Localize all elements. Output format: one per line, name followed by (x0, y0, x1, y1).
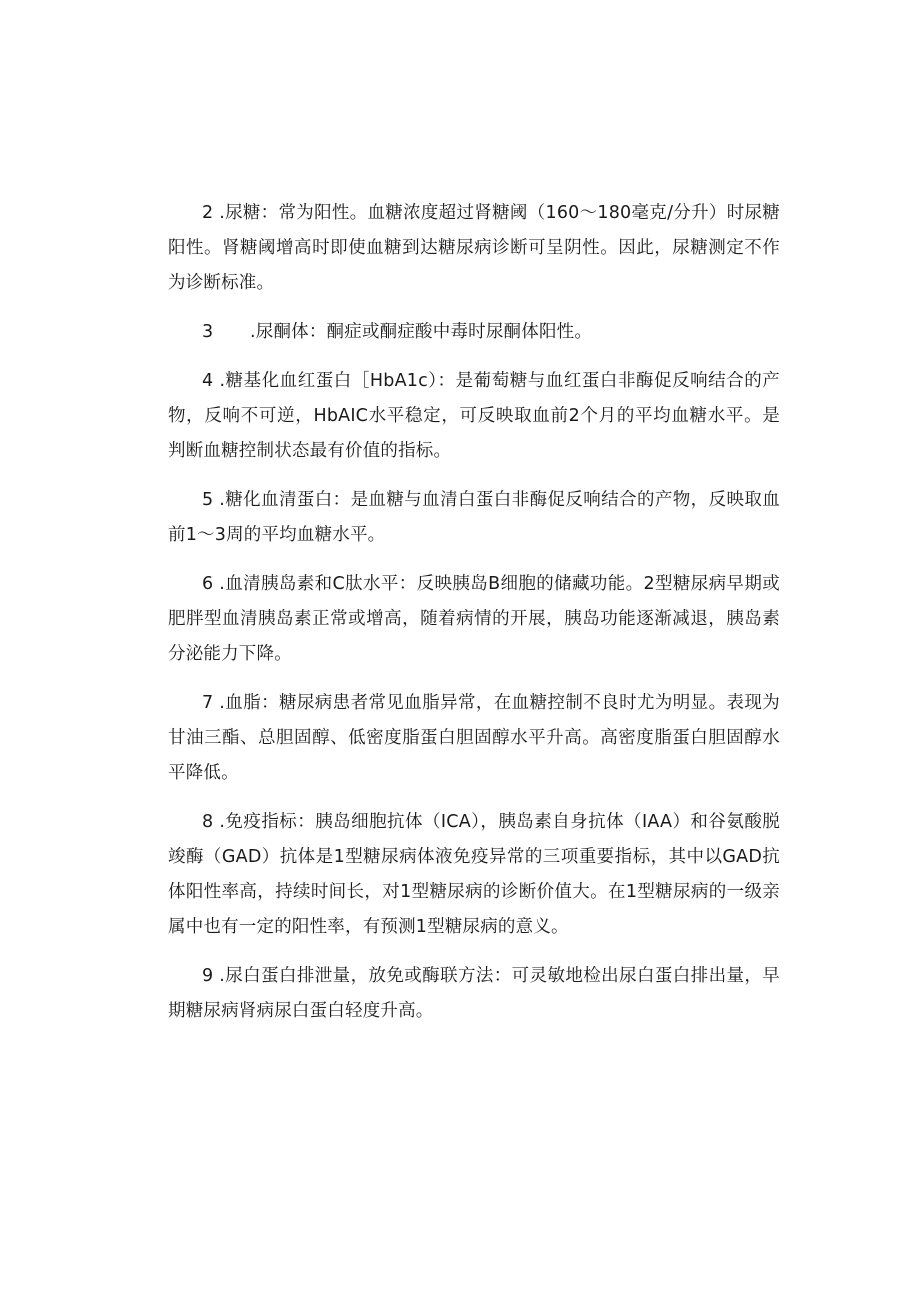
paragraph-urine-glucose (168, 196, 780, 301)
item-number: 2 (202, 203, 214, 223)
item-number: 9 (202, 966, 214, 986)
paragraph-text: .糖化血清蛋白：是血糖与血清白蛋白非酶促反响结合的产物，反映取血前1〜3周的平均血糖水平。 (168, 490, 780, 545)
item-number: 4 (202, 371, 214, 391)
item-number: 8 (202, 812, 214, 832)
paragraph-text: .尿白蛋白排泄量，放免或酶联方法：可灵敏地检出尿白蛋白排出量，早期糖尿病肾病尿白蛋白轻度升高。 (168, 966, 780, 1021)
paragraph-hba1c (168, 364, 780, 469)
document-body (168, 196, 780, 1043)
item-number: 5 (202, 490, 214, 510)
item-number: 6 (202, 574, 214, 594)
paragraph-text: .血清胰岛素和C肽水平：反映胰岛B细胞的储藏功能。2型糖尿病早期或肥胖型血清胰岛素正常或增高，随着病情的开展，胰岛功能逐渐减退，胰岛素分泌能力下降。 (168, 574, 780, 664)
paragraph-urine-albumin (168, 959, 780, 1029)
item-number: 3 (202, 322, 214, 342)
paragraph-text: .血脂：糖尿病患者常见血脂异常，在血糖控制不良时尤为明显。表现为甘油三酯、总胆固醇、低密度脂蛋白胆固醇水平升高。高密度脂蛋白胆固醇水平降低。 (168, 693, 780, 783)
paragraph-insulin-c-peptide (168, 567, 780, 672)
paragraph-urine-ketone (168, 315, 780, 350)
paragraph-text: .免疫指标：胰岛细胞抗体（ICA），胰岛素自身抗体（IAA）和谷氨酸脱竣酶（GAD）抗体是1型糖尿病体液免疫异常的三项重要指标，其中以GAD抗体阳性率高，持续时间长，对1型糖尿病的诊断价值大。在1型糖尿病的一级亲属中也有一定的阳性率，有预测1型糖尿病的意义。 (168, 812, 780, 937)
paragraph-blood-lipids (168, 686, 780, 791)
paragraph-text: .尿酮体：酮症或酮症酸中毒时尿酮体阳性。 (250, 322, 593, 342)
item-number: 7 (202, 693, 214, 713)
paragraph-text: .糖基化血红蛋白［HbA1c）：是葡萄糖与血红蛋白非酶促反响结合的产物，反响不可逆，HbAIC水平稳定，可反映取血前2个月的平均血糖水平。是判断血糖控制状态最有价值的指标。 (168, 371, 780, 461)
paragraph-immune-markers (168, 805, 780, 945)
paragraph-text: .尿糖：常为阳性。血糖浓度超过肾糖阈（160〜180毫克/分升）时尿糖阳性。肾糖阈增高时即使血糖到达糖尿病诊断可呈阴性。因此，尿糖测定不作为诊断标准。 (168, 203, 780, 293)
paragraph-glycated-serum-protein (168, 483, 780, 553)
